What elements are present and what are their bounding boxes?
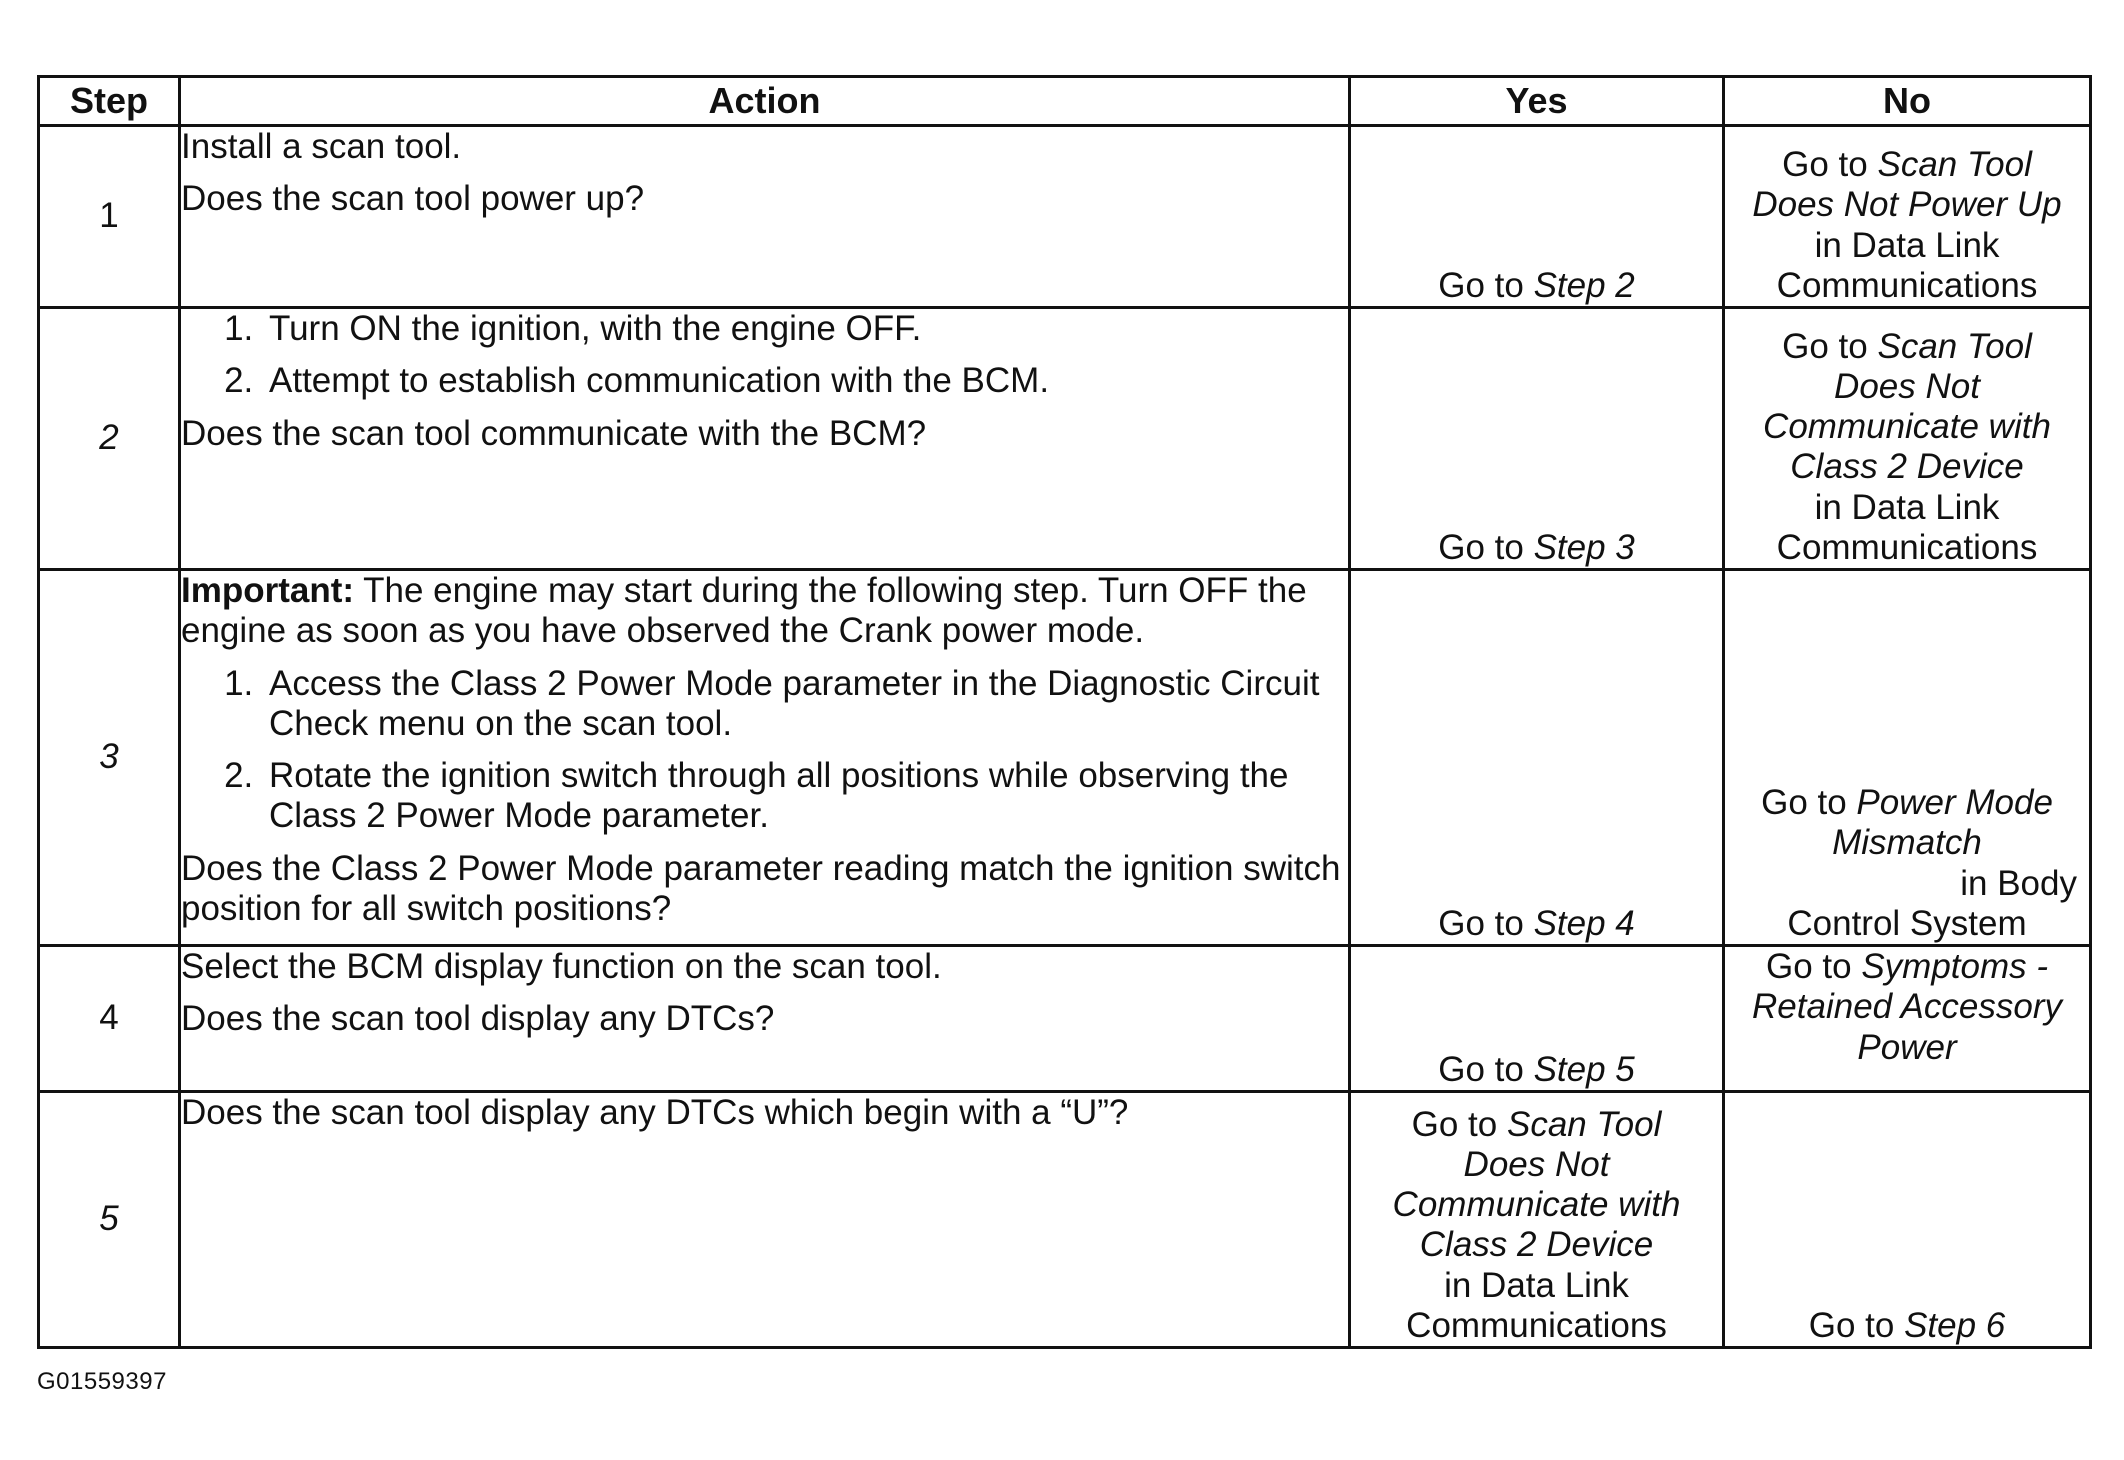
no-cell: [1724, 308, 2091, 570]
no-link-part[interactable]: Mismatch: [1832, 823, 1982, 863]
no-suffix: Communications: [1776, 527, 2038, 567]
yes-suffix: in Data Link: [1444, 1265, 1629, 1305]
no-prefix: Go to: [1761, 783, 1857, 822]
yes-cell: [1350, 308, 1724, 570]
table-row: [39, 1092, 2091, 1348]
action-question: Does the Class 2 Power Mode parameter reading match the ignition switch position for all switch positions?: [181, 848, 1341, 928]
action-question: Does the scan tool display any DTCs which begin with a “U”?: [181, 1093, 1129, 1132]
no-link-part[interactable]: Power Mode: [1856, 783, 2053, 822]
important-note: [181, 571, 1348, 652]
action-cell: [180, 946, 1350, 1092]
header-action: Action: [180, 77, 1350, 126]
yes-line: [1351, 1105, 1722, 1145]
list-item: 1. Turn ON the ignition, with the engine OFF.: [263, 309, 1348, 349]
no-link-part[interactable]: Retained Accessory: [1752, 987, 2062, 1027]
header-yes: Yes: [1350, 77, 1724, 126]
no-line: [1725, 947, 2089, 987]
step-number: 1: [39, 126, 180, 308]
no-step-link[interactable]: Step 6: [1904, 1305, 2006, 1345]
yes-prefix: Go to: [1438, 265, 1534, 305]
no-suffix: in Data Link: [1814, 487, 2000, 527]
list-item: 1. Access the Class 2 Power Mode parameter in the Diagnostic Circuit Check menu on the scan tool.: [263, 664, 1348, 745]
yes-cell: [1350, 1092, 1724, 1348]
header-no: No: [1724, 77, 2091, 126]
yes-cell: [1350, 570, 1724, 946]
no-suffix: Communications: [1776, 265, 2038, 305]
yes-prefix: Go to: [1411, 1104, 1507, 1144]
no-prefix: Go to: [1765, 947, 1862, 986]
no-cell: [1724, 1092, 2091, 1348]
step-number: 3: [39, 570, 180, 946]
yes-prefix: Go to: [1438, 1049, 1534, 1089]
action-question: Does the scan tool display any DTCs?: [181, 999, 775, 1039]
important-label: Important:: [181, 571, 355, 610]
important-text: The engine may start during the following step. Turn OFF the engine as soon as you have observed the Crank power mode.: [181, 571, 1307, 651]
header-row: [39, 77, 2091, 126]
table-row: [39, 308, 2091, 570]
diagnostic-table: [37, 75, 2092, 1349]
yes-link-part[interactable]: Scan Tool: [1506, 1104, 1662, 1144]
step-number: 5: [39, 1092, 180, 1348]
yes-suffix: Communications: [1406, 1305, 1667, 1345]
no-line: [1725, 327, 2089, 367]
no-link-part[interactable]: Symptoms -: [1861, 947, 2049, 986]
no-suffix: Control System: [1787, 903, 2027, 943]
yes-step-link[interactable]: Step 5: [1533, 1049, 1635, 1089]
no-link-part[interactable]: Class 2 Device: [1790, 447, 2024, 487]
action-steps-list: [181, 309, 1348, 402]
table-row: [39, 946, 2091, 1092]
no-suffix: in Data Link: [1814, 225, 2000, 265]
yes-link-part[interactable]: Class 2 Device: [1419, 1225, 1654, 1265]
no-link-part[interactable]: Communicate with: [1763, 407, 2051, 446]
step-number: 2: [39, 308, 180, 570]
list-item: 2. Rotate the ignition switch through all positions while observing the Class 2 Power Mode parameter.: [263, 756, 1348, 837]
no-cell: [1724, 126, 2091, 308]
action-question: Does the scan tool power up?: [181, 179, 645, 219]
table-row: [39, 570, 2091, 946]
yes-step-link[interactable]: Step 4: [1533, 903, 1635, 943]
action-cell: [180, 570, 1350, 946]
yes-step-link[interactable]: Step 2: [1533, 265, 1635, 305]
action-text: Select the BCM display function on the scan tool.: [181, 947, 942, 986]
yes-step-link[interactable]: Step 3: [1533, 527, 1635, 567]
yes-prefix: Go to: [1438, 527, 1534, 567]
action-steps-list: [181, 664, 1348, 837]
no-cell: [1724, 946, 2091, 1092]
no-prefix: Go to: [1782, 326, 1878, 366]
no-link-part[interactable]: Scan Tool: [1877, 145, 2032, 184]
action-cell: [180, 126, 1350, 308]
header-step: Step: [39, 77, 180, 126]
no-suffix: in Body: [1960, 863, 2077, 903]
no-prefix: Go to: [1782, 145, 1878, 184]
no-link-part[interactable]: Scan Tool: [1877, 326, 2032, 366]
yes-link-part[interactable]: Communicate with: [1392, 1185, 1681, 1224]
figure-id: G01559397: [37, 1368, 167, 1395]
no-link-part[interactable]: Does Not Power Up: [1752, 185, 2062, 225]
no-line: [1725, 783, 2089, 823]
action-text: Install a scan tool.: [181, 127, 462, 166]
table-row: [39, 126, 2091, 308]
no-link-part[interactable]: Does Not: [1834, 366, 1980, 406]
action-cell: [180, 308, 1350, 570]
list-item: 2. Attempt to establish communication with the BCM.: [263, 361, 1348, 401]
yes-cell: [1350, 126, 1724, 308]
no-prefix: Go to: [1808, 1305, 1905, 1345]
yes-link-part[interactable]: Does Not: [1463, 1144, 1610, 1184]
no-cell: [1724, 570, 2091, 946]
yes-prefix: Go to: [1438, 903, 1534, 943]
yes-cell: [1350, 946, 1724, 1092]
action-cell: [180, 1092, 1350, 1348]
no-line: [1725, 145, 2089, 185]
step-number: 4: [39, 946, 180, 1092]
action-question: Does the scan tool communicate with the BCM?: [181, 413, 927, 453]
no-link-part[interactable]: Power: [1857, 1027, 1957, 1067]
